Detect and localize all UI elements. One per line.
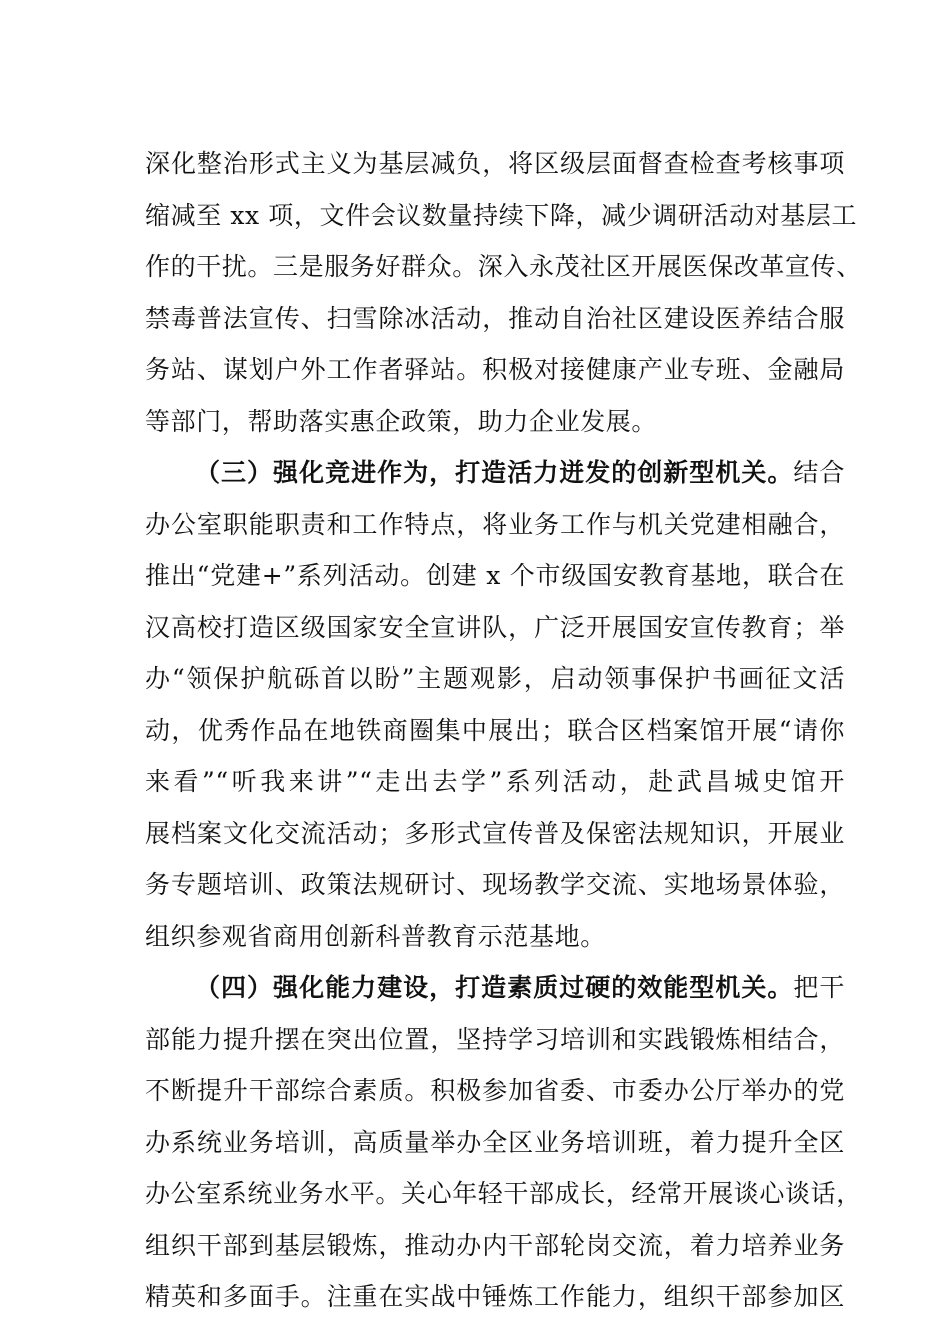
p2-line-2: 办公室职能职责和工作特点，将业务工作与机关党建相融合， <box>145 509 845 539</box>
p2-line-3: 推出“党建+”系列活动。创建 x 个市级国安教育基地，联合在 <box>145 561 845 590</box>
p3-line-4: 办系统业务培训，高质量举办全区业务培训班，着力提升全区 <box>145 1127 845 1157</box>
p2-line-6: 动，优秀作品在地铁商圈集中展出；联合区档案馆开展“请你 <box>145 715 845 745</box>
p2-line-8: 展档案文化交流活动；多形式宣传普及保密法规知识，开展业 <box>145 818 845 848</box>
p1-line-3: 作的干扰。三是服务好群众。深入永茂社区开展医保改革宣传、 <box>145 252 862 281</box>
section-heading-4: （四）强化能力建设，打造素质过硬的效能型机关。 <box>195 973 794 1002</box>
p3-line-1 <box>145 962 845 1014</box>
p1-line-1: 深化整治形式主义为基层减负，将区级层面督查检查考核事项 <box>145 149 845 178</box>
p1-line-2: 缩减至 xx 项，文件会议数量持续下降，减少调研活动对基层工 <box>145 200 858 230</box>
p2-line-5: 办“领保护航砾首以盼”主题观影，启动领事保护书画征文活 <box>145 664 845 693</box>
p1-line-5: 务站、谋划户外工作者驿站。积极对接健康产业专班、金融局 <box>145 355 845 384</box>
p3-line-5: 办公室系统业务水平。关心年轻干部成长，经常开展谈心谈话， <box>145 1179 862 1208</box>
document-body <box>145 138 862 1323</box>
p3-line-6: 组织干部到基层锻炼，推动办内干部轮岗交流，着力培养业务 <box>145 1230 845 1260</box>
p1-line-6: 等部门，帮助落实惠企政策，助力企业发展。 <box>145 406 658 436</box>
p3-line-2: 部能力提升摆在突出位置，坚持学习培训和实践锻炼相结合， <box>145 1024 845 1054</box>
p2-line-7: 来看”“听我来讲”“走出去学”系列活动，赴武昌城史馆开 <box>145 767 845 796</box>
p2-line-10: 组织参观省商用创新科普教育示范基地。 <box>145 921 606 951</box>
p3-line-1-rest: 把干 <box>793 973 845 1002</box>
p3-line-7: 精英和多面手。注重在实战中锤炼工作能力，组织干部参加区 <box>145 1282 845 1311</box>
p2-line-1-rest: 结合 <box>793 458 845 487</box>
p1-line-4: 禁毒普法宣传、扫雪除冰活动，推动自治社区建设医养结合服 <box>145 303 845 333</box>
section-heading-3: （三）强化竞进作为，打造活力迸发的创新型机关。 <box>195 458 794 487</box>
p2-line-4: 汉高校打造区级国家安全宣讲队，广泛开展国安宣传教育；举 <box>145 612 845 642</box>
p3-line-3: 不断提升干部综合素质。积极参加省委、市委办公厅举办的党 <box>145 1076 845 1105</box>
p2-line-1 <box>145 447 845 499</box>
p2-line-9: 务专题培训、政策法规研讨、现场教学交流、实地场景体验， <box>145 870 845 899</box>
